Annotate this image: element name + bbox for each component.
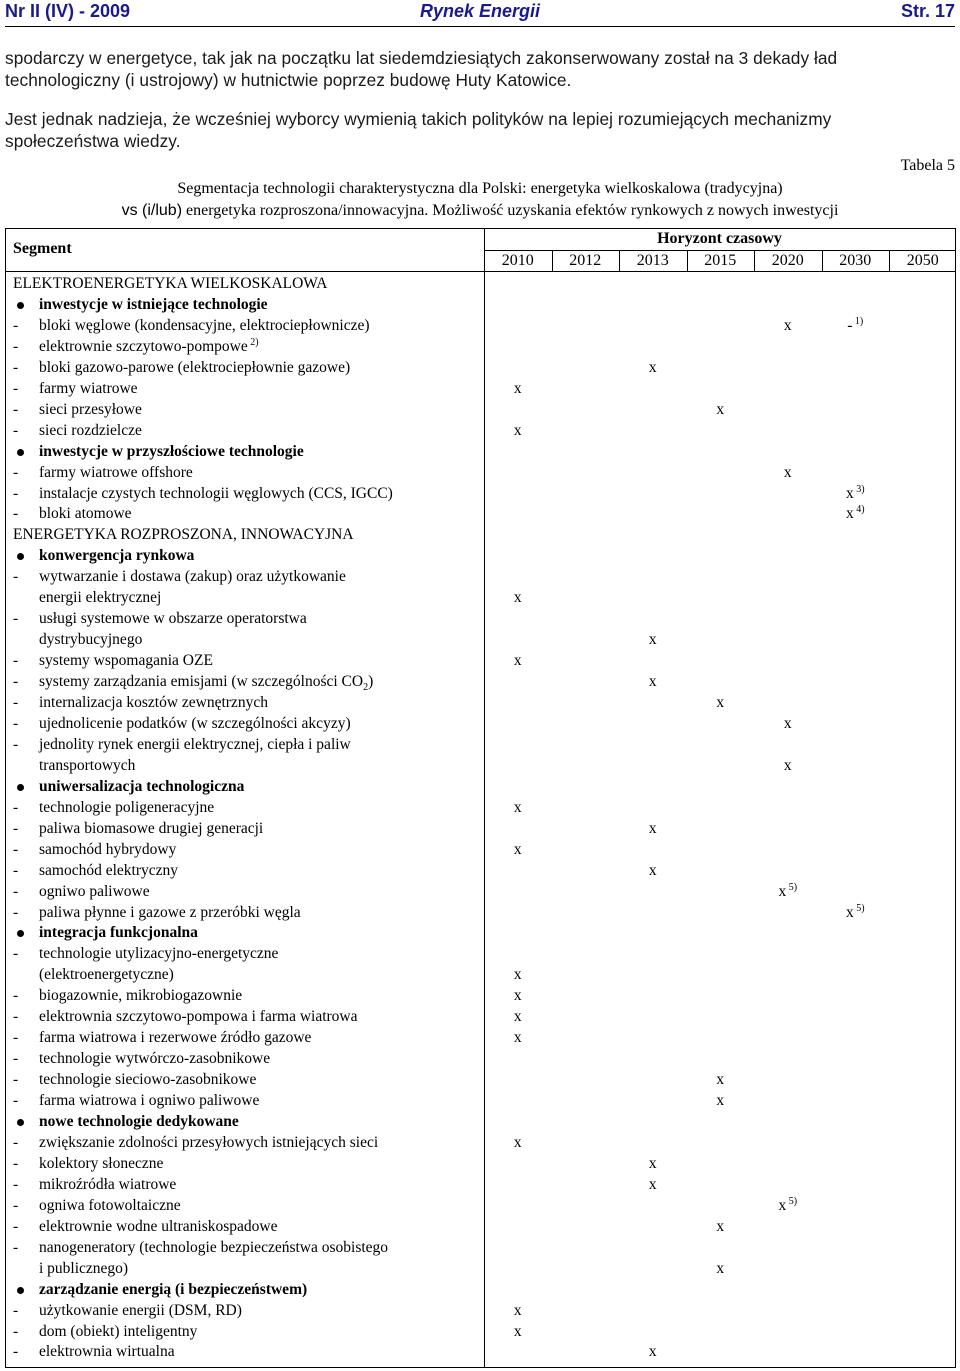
page-header: [5, 0, 955, 24]
table-row: [6, 650, 957, 671]
horizon-mark: x: [648, 1154, 657, 1172]
dash-marker: -: [13, 735, 19, 753]
table-row: [6, 1258, 957, 1279]
row-label: (elektroenergetyczne): [39, 966, 174, 984]
horizon-mark: x: [513, 1322, 522, 1340]
horizon-mark: x $^{4)}$: [845, 504, 865, 523]
horizon-mark: x: [513, 1008, 522, 1026]
dash-marker: -: [13, 840, 19, 858]
table-row: [6, 524, 957, 545]
horizon-mark: x: [648, 861, 657, 879]
dash-marker: -: [13, 882, 19, 900]
dash-marker: -: [13, 1322, 19, 1340]
row-label: samochód elektryczny: [39, 861, 179, 879]
caption-rest: energetyka rozproszona/innowacyjna. Możliwość uzyskania efektów rynkowych z nowych inwestycji: [182, 202, 839, 219]
row-label: kolektory słoneczne: [39, 1154, 164, 1172]
horizon-mark: x: [716, 1092, 725, 1110]
year-separator: [754, 250, 755, 271]
row-label: jednolity rynek energii elektrycznej, ciepła i paliw: [39, 735, 351, 753]
segmentation-table: [5, 228, 956, 1368]
dash-marker: -: [13, 421, 19, 439]
row-label: technologie poligeneracyjne: [39, 798, 215, 816]
table-row: [6, 839, 957, 860]
table-row: [6, 1279, 957, 1300]
bullet-icon: [17, 449, 24, 456]
page-number: Str. 17: [900, 1, 955, 21]
paragraph-line: Jest jednak nadzieja, że wcześniej wyborcy wymienią takich polityków na lepiej rozumiejących mechanizmy: [5, 109, 832, 129]
group-heading: zarządzanie energią (i bezpieczeństwem): [39, 1280, 308, 1298]
table-row: [6, 503, 957, 524]
paragraph-line: społeczeństwa wiedzy.: [5, 131, 181, 151]
horizon-mark: x $^{5)}$: [778, 881, 798, 900]
horizon-mark: x: [513, 987, 522, 1005]
table-row: [6, 1027, 957, 1048]
dash-marker: -: [13, 903, 19, 921]
horizon-mark: x: [648, 1175, 657, 1193]
horizon-mark: x: [513, 966, 522, 984]
table-row: [6, 902, 957, 923]
year-separator: [889, 250, 890, 271]
horizon-mark: x: [648, 358, 657, 376]
dash-marker: -: [13, 379, 19, 397]
table-row: [6, 1195, 957, 1216]
row-label: dom (obiekt) inteligentny: [39, 1322, 198, 1340]
table-row: [6, 943, 957, 964]
segment-header: Segment: [13, 240, 72, 257]
section-heading: ENERGETYKA ROZPROSZONA, INNOWACYJNA: [13, 526, 354, 544]
horizon-mark: x: [513, 1301, 522, 1319]
dash-marker: -: [13, 337, 19, 355]
group-heading: inwestycje w istniejące technologie: [39, 295, 268, 313]
dash-marker: -: [13, 1238, 19, 1256]
table-row: [6, 420, 957, 441]
dash-marker: -: [13, 1029, 19, 1047]
row-label: paliwa biomasowe drugiej generacji: [39, 819, 264, 837]
horizon-mark: x: [513, 421, 522, 439]
paragraph-line: spodarczy w energetyce, tak jak na początku lat siedemdziesiątych zakonserwowany został na 3 dekady ład: [5, 48, 838, 68]
table-row: [6, 629, 957, 650]
horizon-mark: x: [783, 756, 792, 774]
horizon-mark: x: [783, 463, 792, 481]
row-label: elektrownie wodne ultraniskospadowe: [39, 1217, 278, 1235]
table-row: [6, 441, 957, 462]
table-row: [6, 357, 957, 378]
group-heading: nowe technologie dedykowane: [39, 1113, 239, 1130]
table-row: [6, 294, 957, 315]
dash-marker: -: [13, 568, 19, 586]
bullet-icon: [17, 302, 24, 309]
dash-marker: -: [13, 714, 19, 732]
horizon-mark: x $^{5)}$: [845, 902, 865, 921]
caption-vs: vs (i/lub): [121, 202, 183, 219]
horizon-mark: x: [513, 798, 522, 816]
table-row: [6, 734, 957, 755]
dash-marker: -: [13, 1175, 19, 1193]
row-label: nanogeneratory (technologie bezpieczeństwa osobistego: [39, 1238, 389, 1256]
horizon-mark: x: [513, 840, 522, 858]
horizon-mark: x $^{3)}$: [845, 483, 865, 502]
row-label: dystrybucyjnego: [39, 631, 143, 649]
dash-marker: -: [13, 1008, 19, 1026]
horizon-mark: x: [648, 819, 657, 837]
horizon-mark: x: [783, 316, 792, 334]
row-label: ujednolicenie podatków (w szczególności akcyzy): [39, 714, 351, 732]
year-header: 2013: [636, 252, 669, 269]
row-label: usługi systemowe w obszarze operatorstwa: [39, 610, 307, 628]
row-label: technologie wytwórczo-zasobnikowe: [39, 1050, 271, 1068]
table-row: [6, 1341, 957, 1362]
table-row: [6, 818, 957, 839]
table-row: [6, 1111, 957, 1132]
table-row: [6, 1300, 957, 1321]
dash-marker: -: [13, 819, 19, 837]
dash-marker: -: [13, 1343, 19, 1361]
table-row: [6, 1069, 957, 1090]
bullet-icon: [17, 1119, 24, 1126]
table-row: [6, 755, 957, 776]
horizon-mark: x: [716, 694, 725, 711]
row-label: farma wiatrowa i ogniwo paliwowe: [39, 1092, 260, 1110]
horizon-mark: x: [513, 1029, 522, 1047]
group-heading: uniwersalizacja technologiczna: [39, 777, 245, 795]
bullet-icon: [17, 930, 24, 937]
horizon-header: Horyzont czasowy: [657, 230, 782, 247]
dash-marker: -: [13, 1217, 19, 1235]
row-label: paliwa płynne i gazowe z przeróbki węgla: [39, 903, 301, 921]
dash-marker: -: [13, 358, 19, 376]
dash-marker: -: [13, 484, 19, 502]
table-row: [6, 462, 957, 483]
horizon-mark: - $^{1)}$: [847, 315, 864, 334]
dash-marker: -: [13, 945, 19, 963]
dash-marker: -: [13, 798, 19, 816]
table-row: [6, 273, 957, 294]
table-row: [6, 399, 957, 420]
row-label: internalizacja kosztów zewnętrznych: [39, 694, 268, 711]
dash-marker: -: [13, 1196, 19, 1214]
dash-marker: -: [13, 316, 19, 334]
table-row: [6, 1132, 957, 1153]
dash-marker: -: [13, 505, 19, 523]
table-row: [6, 566, 957, 587]
group-heading: integracja funkcjonalna: [39, 924, 198, 942]
paragraph-line: technologiczny (i ustrojowy) w hutnictwie poprzez budowę Huty Katowice.: [5, 70, 572, 90]
year-header: 2020: [771, 252, 804, 269]
dash-marker: -: [13, 1301, 19, 1319]
row-label: sieci rozdzielcze: [39, 421, 142, 439]
row-label: i publicznego): [39, 1259, 129, 1277]
horizon-mark: x: [648, 673, 657, 691]
horizon-mark: x: [716, 1259, 725, 1277]
row-label: ogniwo paliwowe: [39, 882, 150, 900]
journal-title: Rynek Energii: [419, 1, 541, 21]
header-mid-rule: [484, 250, 955, 251]
row-label: farmy wiatrowe: [39, 379, 138, 397]
row-label: energii elektrycznej: [39, 589, 162, 607]
year-separator: [619, 250, 620, 271]
year-header: 2050: [906, 252, 939, 269]
dash-marker: -: [13, 694, 19, 711]
dash-marker: -: [13, 610, 19, 628]
table-row: [6, 587, 957, 608]
dash-marker: -: [13, 861, 19, 879]
table-row: [6, 1153, 957, 1174]
row-label: bloki węglowe (kondensacyjne, elektrociepłownicze): [39, 316, 370, 334]
dash-marker: -: [13, 400, 19, 418]
year-separator: [822, 250, 823, 271]
row-label: ogniwa fotowoltaiczne: [39, 1196, 181, 1214]
horizon-mark: x: [513, 1133, 522, 1151]
dash-marker: -: [13, 1050, 19, 1068]
horizon-mark: x: [716, 400, 725, 418]
row-label: systemy zarządzania emisjami (w szczególności $CO_2$): [39, 673, 374, 694]
table-label: Tabela 5: [900, 157, 955, 174]
row-label: użytkowanie energii (DSM, RD): [39, 1301, 242, 1319]
row-label: farma wiatrowa i rezerwowe źródło gazowe: [39, 1029, 312, 1047]
header-bottom-rule: [6, 271, 955, 272]
year-separator: [552, 250, 553, 271]
row-label: elektrownia wirtualna: [39, 1343, 175, 1361]
table-caption-line2: [0, 200, 960, 222]
row-label: farmy wiatrowe offshore: [39, 463, 193, 481]
group-heading: inwestycje w przyszłościowe technologie: [39, 442, 304, 460]
year-header: 2015: [704, 252, 737, 269]
table-row: [6, 336, 957, 357]
table-row: [6, 608, 957, 629]
horizon-mark: x: [648, 631, 657, 649]
table-row: [6, 483, 957, 504]
row-label: mikroźródła wiatrowe: [39, 1175, 177, 1193]
dash-marker: -: [13, 1092, 19, 1110]
bullet-icon: [17, 784, 24, 791]
table-row: [6, 985, 957, 1006]
horizon-mark: x: [716, 1217, 725, 1235]
table-row: [6, 1006, 957, 1027]
row-label: systemy wspomagania OZE: [39, 652, 213, 670]
row-label: wytwarzanie i dostawa (zakup) oraz użytkowanie: [39, 568, 346, 586]
table-row: [6, 1216, 957, 1237]
bullet-icon: [17, 553, 24, 560]
group-heading: konwergencja rynkowa: [39, 547, 195, 565]
year-separator: [687, 250, 688, 271]
table-row: [6, 1321, 957, 1342]
table-row: [6, 378, 957, 399]
table-row: [6, 692, 957, 713]
horizon-mark: x: [648, 1343, 657, 1361]
row-label: biogazownie, mikrobiogazownie: [39, 987, 243, 1005]
table-row: [6, 671, 957, 692]
table-row: [6, 713, 957, 734]
dash-marker: -: [13, 1071, 19, 1089]
dash-marker: -: [13, 652, 19, 670]
table-row: [6, 922, 957, 943]
row-label: elektrownie szczytowo-pompowe $^{2)}$: [39, 336, 259, 355]
table-row: [6, 545, 957, 566]
row-label: samochód hybrydowy: [39, 840, 177, 858]
row-label: elektrownia szczytowo-pompowa i farma wiatrowa: [39, 1008, 358, 1026]
table-row: [6, 797, 957, 818]
year-header: 2010: [501, 252, 534, 269]
table-row: [6, 1090, 957, 1111]
horizon-mark: x: [716, 1071, 725, 1089]
table-row: [6, 881, 957, 902]
row-label: zwiększanie zdolności przesyłowych istniejących sieci: [39, 1133, 379, 1151]
row-label: technologie sieciowo-zasobnikowe: [39, 1071, 257, 1089]
horizon-mark: x: [513, 589, 522, 607]
section-heading: ELEKTROENERGETYKA WIELKOSKALOWA: [13, 275, 328, 292]
table-row: [6, 776, 957, 797]
year-header: 2030: [839, 252, 872, 269]
row-label: bloki atomowe: [39, 505, 132, 523]
issue-number: Nr II (IV) - 2009: [5, 1, 131, 21]
table-row: [6, 315, 957, 336]
horizon-mark: x: [783, 714, 792, 732]
bullet-icon: [17, 1287, 24, 1294]
table-caption-line1: Segmentacja technologii charakterystyczna dla Polski: energetyka wielkoskalowa (tradycyjna): [177, 180, 783, 197]
row-label: bloki gazowo-parowe (elektrociepłownie gazowe): [39, 358, 351, 376]
horizon-mark: x $^{5)}$: [778, 1195, 798, 1214]
table-row: [6, 1174, 957, 1195]
table-row: [6, 860, 957, 881]
table-row: [6, 1048, 957, 1069]
row-label: instalacje czystych technologii węglowych (CCS, IGCC): [39, 484, 393, 502]
horizon-mark: x: [513, 652, 522, 670]
row-label: technologie utylizacyjno-energetyczne: [39, 945, 279, 963]
dash-marker: -: [13, 1154, 19, 1172]
header-rule: [5, 26, 955, 27]
table-row: [6, 964, 957, 985]
horizon-mark: x: [513, 379, 522, 397]
dash-marker: -: [13, 987, 19, 1005]
row-label: sieci przesyłowe: [39, 400, 142, 418]
year-header: 2012: [569, 252, 602, 269]
row-label: transportowych: [39, 756, 136, 774]
dash-marker: -: [13, 673, 19, 691]
dash-marker: -: [13, 1133, 19, 1151]
dash-marker: -: [13, 463, 19, 481]
table-row: [6, 1237, 957, 1258]
